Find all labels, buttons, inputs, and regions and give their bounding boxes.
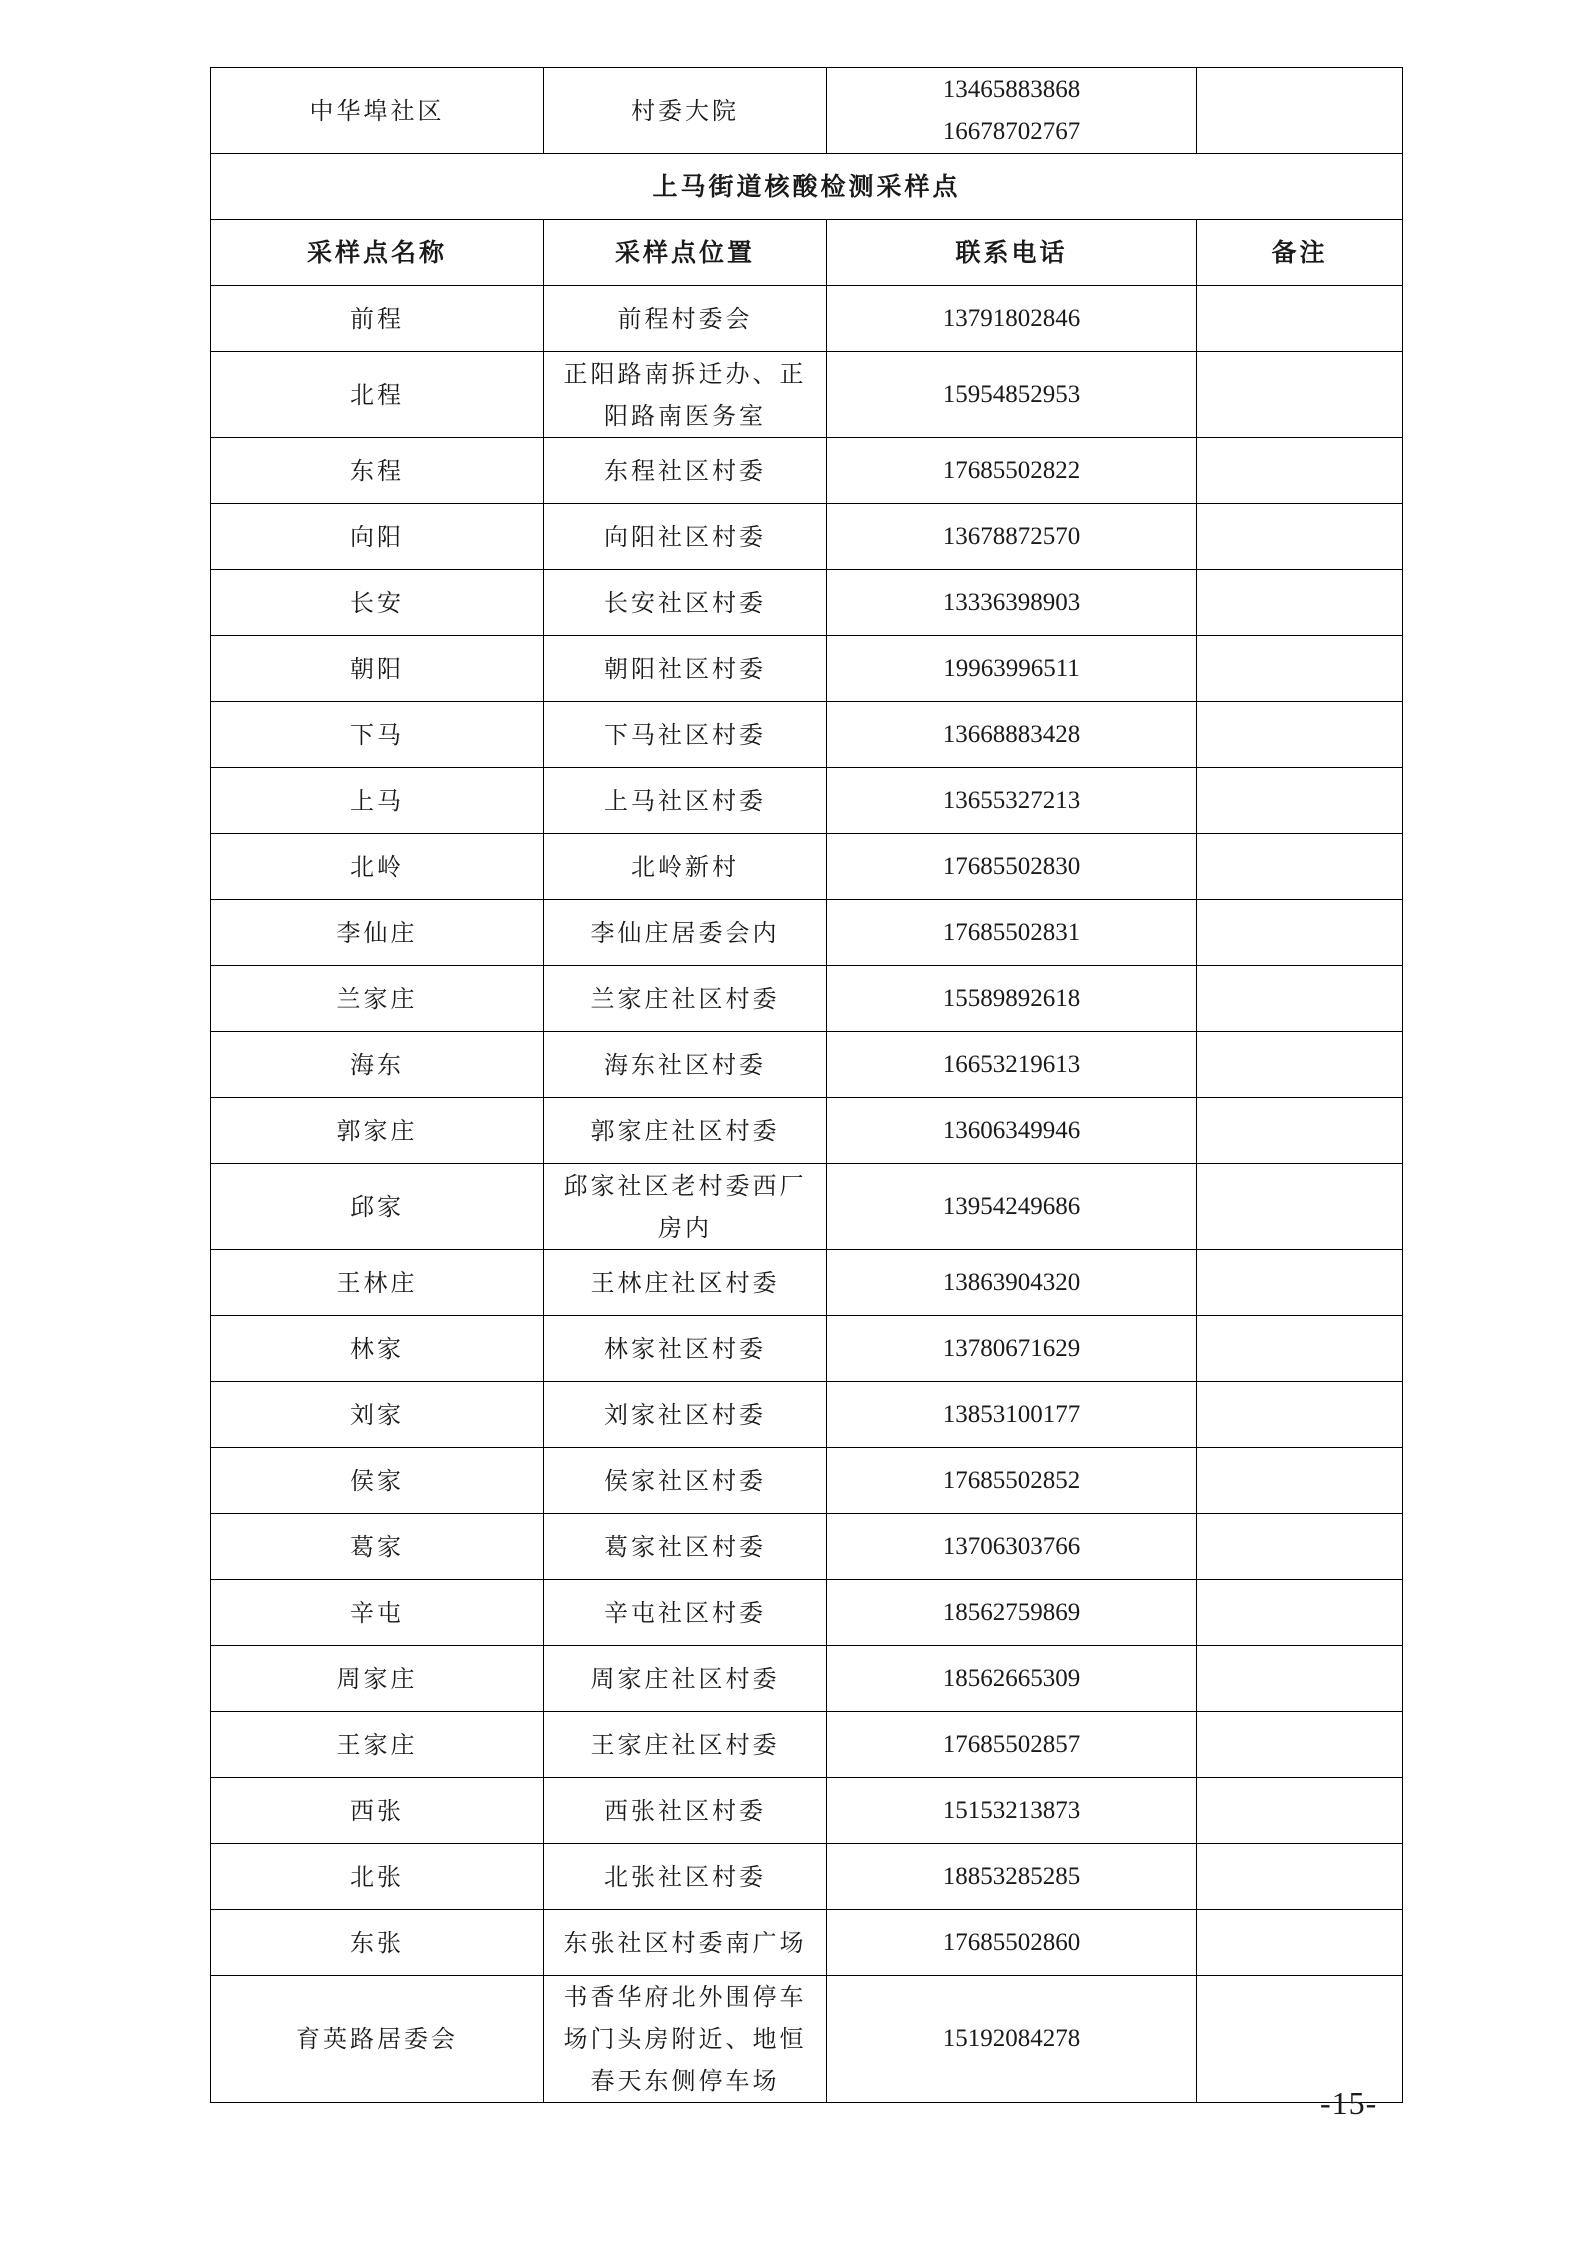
site-location-cell: 周家庄社区村委 xyxy=(544,1646,827,1712)
header-location: 采样点位置 xyxy=(544,220,827,286)
note-cell xyxy=(1197,834,1403,900)
phone-cell: 13706303766 xyxy=(827,1514,1197,1580)
table-row xyxy=(211,966,1403,1032)
phone-cell: 17685502822 xyxy=(827,438,1197,504)
site-name-cell: 朝阳 xyxy=(211,636,544,702)
table-row xyxy=(211,1514,1403,1580)
site-location-cell: 下马社区村委 xyxy=(544,702,827,768)
note-cell xyxy=(1197,1514,1403,1580)
table-row xyxy=(211,636,1403,702)
site-name-cell: 李仙庄 xyxy=(211,900,544,966)
site-location-cell: 向阳社区村委 xyxy=(544,504,827,570)
section-title: 上马街道核酸检测采样点 xyxy=(211,154,1403,220)
note-cell xyxy=(1197,68,1403,154)
site-name-cell: 辛屯 xyxy=(211,1580,544,1646)
site-location-cell: 葛家社区村委 xyxy=(544,1514,827,1580)
note-cell xyxy=(1197,570,1403,636)
note-cell xyxy=(1197,1778,1403,1844)
section-title-row xyxy=(211,154,1403,220)
site-location-cell: 兰家庄社区村委 xyxy=(544,966,827,1032)
table-row xyxy=(211,1580,1403,1646)
site-name-cell: 东程 xyxy=(211,438,544,504)
table-row xyxy=(211,1316,1403,1382)
table-row xyxy=(211,504,1403,570)
site-location-cell: 长安社区村委 xyxy=(544,570,827,636)
note-cell xyxy=(1197,352,1403,438)
site-location-cell: 前程村委会 xyxy=(544,286,827,352)
site-location-cell: 海东社区村委 xyxy=(544,1032,827,1098)
note-cell xyxy=(1197,1316,1403,1382)
site-name-cell: 北张 xyxy=(211,1844,544,1910)
phone-line: 13465883868 xyxy=(942,75,1081,103)
phone-cell: 13655327213 xyxy=(827,768,1197,834)
site-name-cell: 中华埠社区 xyxy=(211,68,544,154)
site-name-cell: 周家庄 xyxy=(211,1646,544,1712)
note-cell xyxy=(1197,1580,1403,1646)
page-number: -15- xyxy=(1320,2085,1378,2121)
site-name-cell: 刘家 xyxy=(211,1382,544,1448)
table-row xyxy=(211,1250,1403,1316)
site-location-cell: 东张社区村委南广场 xyxy=(544,1910,827,1976)
phone-cell: 17685502857 xyxy=(827,1712,1197,1778)
table-row xyxy=(211,438,1403,504)
phone-cell: 17685502852 xyxy=(827,1448,1197,1514)
note-cell xyxy=(1197,1250,1403,1316)
header-phone: 联系电话 xyxy=(827,220,1197,286)
site-name-cell: 王林庄 xyxy=(211,1250,544,1316)
table-row xyxy=(211,352,1403,438)
phone-cell: 15589892618 xyxy=(827,966,1197,1032)
site-name-cell: 前程 xyxy=(211,286,544,352)
site-name-cell: 侯家 xyxy=(211,1448,544,1514)
note-cell xyxy=(1197,1448,1403,1514)
site-name-cell: 海东 xyxy=(211,1032,544,1098)
note-cell xyxy=(1197,900,1403,966)
site-location-cell: 北张社区村委 xyxy=(544,1844,827,1910)
table-row xyxy=(211,1844,1403,1910)
note-cell xyxy=(1197,1098,1403,1164)
table-row xyxy=(211,570,1403,636)
phone-cell: 13954249686 xyxy=(827,1164,1197,1250)
site-location-cell: 王林庄社区村委 xyxy=(544,1250,827,1316)
site-location-cell: 上马社区村委 xyxy=(544,768,827,834)
site-name-cell: 邱家 xyxy=(211,1164,544,1250)
phone-cell: 16653219613 xyxy=(827,1032,1197,1098)
note-cell xyxy=(1197,1910,1403,1976)
site-location-cell: 正阳路南拆迁办、正阳路南医务室 xyxy=(544,352,827,438)
phone-cell: 18562665309 xyxy=(827,1646,1197,1712)
note-cell xyxy=(1197,1164,1403,1250)
table-row xyxy=(211,1032,1403,1098)
table-row xyxy=(211,286,1403,352)
note-cell xyxy=(1197,1382,1403,1448)
note-cell xyxy=(1197,1032,1403,1098)
header-name: 采样点名称 xyxy=(211,220,544,286)
note-cell xyxy=(1197,1646,1403,1712)
site-name-cell: 王家庄 xyxy=(211,1712,544,1778)
sampling-sites-table xyxy=(210,67,1403,2103)
site-name-cell: 东张 xyxy=(211,1910,544,1976)
site-location-cell: 李仙庄居委会内 xyxy=(544,900,827,966)
note-cell xyxy=(1197,1844,1403,1910)
phone-cell: 17685502830 xyxy=(827,834,1197,900)
phone-cell: 15153213873 xyxy=(827,1778,1197,1844)
site-name-cell: 兰家庄 xyxy=(211,966,544,1032)
phone-cell: 17685502831 xyxy=(827,900,1197,966)
header-note: 备注 xyxy=(1197,220,1403,286)
table-row xyxy=(211,1382,1403,1448)
site-location-cell: 西张社区村委 xyxy=(544,1778,827,1844)
note-cell xyxy=(1197,1976,1403,2103)
note-cell xyxy=(1197,702,1403,768)
table-row xyxy=(211,1164,1403,1250)
phone-cell: 13863904320 xyxy=(827,1250,1197,1316)
site-name-cell: 育英路居委会 xyxy=(211,1976,544,2103)
header-row xyxy=(211,220,1403,286)
site-location-cell: 邱家社区老村委西厂房内 xyxy=(544,1164,827,1250)
table-row xyxy=(211,702,1403,768)
site-location-cell: 王家庄社区村委 xyxy=(544,1712,827,1778)
site-name-cell: 林家 xyxy=(211,1316,544,1382)
phone-cell: 13780671629 xyxy=(827,1316,1197,1382)
phone-cell: 15954852953 xyxy=(827,352,1197,438)
phone-cell: 13336398903 xyxy=(827,570,1197,636)
site-name-cell: 西张 xyxy=(211,1778,544,1844)
site-location-cell: 书香华府北外围停车场门头房附近、地恒春天东侧停车场 xyxy=(544,1976,827,2103)
phone-cell: 13606349946 xyxy=(827,1098,1197,1164)
table-row xyxy=(211,1778,1403,1844)
phone-cell xyxy=(827,68,1197,154)
phone-cell: 13678872570 xyxy=(827,504,1197,570)
table-row xyxy=(211,1646,1403,1712)
phone-cell: 17685502860 xyxy=(827,1910,1197,1976)
table-row xyxy=(211,1098,1403,1164)
site-name-cell: 向阳 xyxy=(211,504,544,570)
site-location-cell: 东程社区村委 xyxy=(544,438,827,504)
table-row xyxy=(211,68,1403,154)
phone-cell: 19963996511 xyxy=(827,636,1197,702)
site-location-cell: 朝阳社区村委 xyxy=(544,636,827,702)
note-cell xyxy=(1197,966,1403,1032)
site-name-cell: 上马 xyxy=(211,768,544,834)
note-cell xyxy=(1197,1712,1403,1778)
site-location-cell: 郭家庄社区村委 xyxy=(544,1098,827,1164)
table-row xyxy=(211,900,1403,966)
note-cell xyxy=(1197,504,1403,570)
site-name-cell: 北程 xyxy=(211,352,544,438)
site-location-cell: 辛屯社区村委 xyxy=(544,1580,827,1646)
note-cell xyxy=(1197,286,1403,352)
table-row xyxy=(211,1448,1403,1514)
site-name-cell: 葛家 xyxy=(211,1514,544,1580)
site-location-cell: 村委大院 xyxy=(544,68,827,154)
phone-line: 16678702767 xyxy=(942,117,1081,145)
table-row xyxy=(211,834,1403,900)
phone-cell: 13668883428 xyxy=(827,702,1197,768)
site-location-cell: 北岭新村 xyxy=(544,834,827,900)
table-row xyxy=(211,1976,1403,2103)
phone-cell: 18853285285 xyxy=(827,1844,1197,1910)
table-row xyxy=(211,768,1403,834)
site-name-cell: 北岭 xyxy=(211,834,544,900)
site-name-cell: 郭家庄 xyxy=(211,1098,544,1164)
phone-cell: 15192084278 xyxy=(827,1976,1197,2103)
phone-cell: 18562759869 xyxy=(827,1580,1197,1646)
table-row xyxy=(211,1910,1403,1976)
site-location-cell: 侯家社区村委 xyxy=(544,1448,827,1514)
site-name-cell: 下马 xyxy=(211,702,544,768)
site-name-cell: 长安 xyxy=(211,570,544,636)
phone-cell: 13853100177 xyxy=(827,1382,1197,1448)
note-cell xyxy=(1197,768,1403,834)
note-cell xyxy=(1197,438,1403,504)
note-cell xyxy=(1197,636,1403,702)
table-row xyxy=(211,1712,1403,1778)
site-location-cell: 林家社区村委 xyxy=(544,1316,827,1382)
phone-cell: 13791802846 xyxy=(827,286,1197,352)
site-location-cell: 刘家社区村委 xyxy=(544,1382,827,1448)
